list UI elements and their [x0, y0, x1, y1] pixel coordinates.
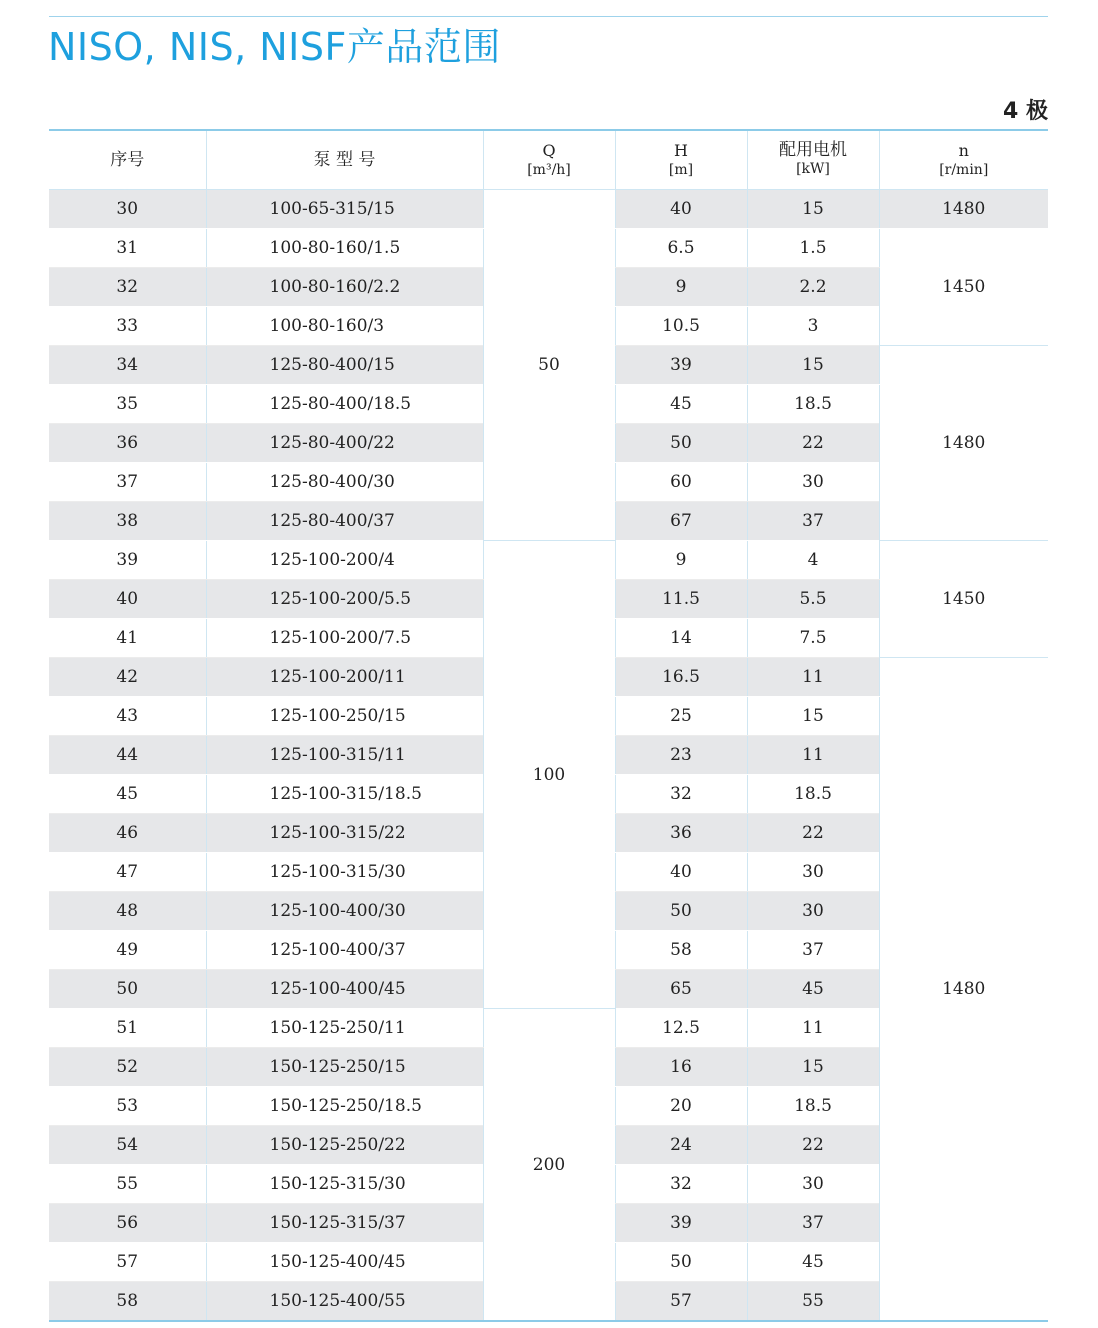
cell-power: 45	[747, 1243, 879, 1282]
cell-seq: 38	[49, 502, 206, 541]
cell-head: 16.5	[615, 658, 747, 697]
cell-power: 37	[747, 1204, 879, 1243]
cell-head: 39	[615, 1204, 747, 1243]
cell-power: 22	[747, 814, 879, 853]
cell-head: 50	[615, 892, 747, 931]
cell-head: 9	[615, 541, 747, 580]
cell-power: 11	[747, 736, 879, 775]
table-body	[49, 190, 1048, 1322]
cell-power: 5.5	[747, 580, 879, 619]
cell-flow: 50	[483, 190, 615, 541]
cell-head: 11.5	[615, 580, 747, 619]
cell-head: 24	[615, 1126, 747, 1165]
cell-seq: 33	[49, 307, 206, 346]
header-seq-label: 序号	[110, 149, 145, 170]
cell-head: 36	[615, 814, 747, 853]
table-row	[49, 190, 1048, 229]
cell-power: 18.5	[747, 385, 879, 424]
cell-model: 125-100-315/11	[206, 736, 483, 775]
cell-seq: 45	[49, 775, 206, 814]
cell-model: 125-100-400/37	[206, 931, 483, 970]
header-motor-label: 配用电机	[779, 140, 847, 160]
pole-label: 4 极	[1003, 99, 1048, 124]
cell-model: 150-125-250/11	[206, 1009, 483, 1048]
cell-seq: 36	[49, 424, 206, 463]
cell-power: 4	[747, 541, 879, 580]
header-head	[615, 130, 747, 190]
cell-head: 39	[615, 346, 747, 385]
cell-speed: 1480	[879, 190, 1048, 229]
cell-model: 100-80-160/2.2	[206, 268, 483, 307]
cell-power: 2.2	[747, 268, 879, 307]
cell-head: 10.5	[615, 307, 747, 346]
cell-seq: 37	[49, 463, 206, 502]
cell-power: 7.5	[747, 619, 879, 658]
header-speed-unit: [r/min]	[939, 161, 989, 178]
cell-model: 125-80-400/30	[206, 463, 483, 502]
cell-seq: 52	[49, 1048, 206, 1087]
cell-head: 40	[615, 190, 747, 229]
cell-model: 150-125-250/22	[206, 1126, 483, 1165]
header-flow	[483, 130, 615, 190]
cell-head: 6.5	[615, 229, 747, 268]
cell-seq: 58	[49, 1282, 206, 1322]
cell-seq: 57	[49, 1243, 206, 1282]
header-speed	[879, 130, 1048, 190]
header-motor-unit: [kW]	[796, 161, 830, 177]
cell-power: 11	[747, 658, 879, 697]
cell-model: 125-100-200/5.5	[206, 580, 483, 619]
cell-model: 125-100-200/7.5	[206, 619, 483, 658]
cell-seq: 41	[49, 619, 206, 658]
cell-model: 150-125-400/55	[206, 1282, 483, 1322]
header-head-unit: [m]	[668, 161, 694, 178]
cell-head: 67	[615, 502, 747, 541]
cell-seq: 50	[49, 970, 206, 1009]
cell-power: 30	[747, 853, 879, 892]
cell-seq: 48	[49, 892, 206, 931]
cell-model: 125-100-400/45	[206, 970, 483, 1009]
cell-model: 150-125-250/18.5	[206, 1087, 483, 1126]
top-rule	[49, 16, 1048, 17]
cell-seq: 32	[49, 268, 206, 307]
cell-head: 60	[615, 463, 747, 502]
cell-head: 20	[615, 1087, 747, 1126]
cell-model: 125-80-400/22	[206, 424, 483, 463]
cell-seq: 46	[49, 814, 206, 853]
table-header-row	[49, 130, 1048, 190]
cell-head: 12.5	[615, 1009, 747, 1048]
header-head-symbol: H	[674, 140, 688, 160]
cell-model: 125-80-400/15	[206, 346, 483, 385]
cell-head: 16	[615, 1048, 747, 1087]
cell-seq: 53	[49, 1087, 206, 1126]
cell-power: 22	[747, 1126, 879, 1165]
cell-seq: 54	[49, 1126, 206, 1165]
cell-power: 18.5	[747, 1087, 879, 1126]
cell-model: 125-80-400/18.5	[206, 385, 483, 424]
cell-head: 25	[615, 697, 747, 736]
header-model-label: 泵 型 号	[313, 149, 376, 170]
cell-power: 30	[747, 463, 879, 502]
cell-model: 100-80-160/1.5	[206, 229, 483, 268]
cell-seq: 40	[49, 580, 206, 619]
cell-model: 125-100-315/18.5	[206, 775, 483, 814]
cell-seq: 47	[49, 853, 206, 892]
cell-head: 23	[615, 736, 747, 775]
cell-speed: 1480	[879, 658, 1048, 1322]
table-row	[49, 541, 1048, 580]
cell-model: 125-100-315/22	[206, 814, 483, 853]
header-motor	[747, 130, 879, 190]
cell-model: 150-125-315/37	[206, 1204, 483, 1243]
cell-seq: 30	[49, 190, 206, 229]
cell-seq: 51	[49, 1009, 206, 1048]
cell-head: 50	[615, 1243, 747, 1282]
cell-power: 15	[747, 697, 879, 736]
cell-power: 22	[747, 424, 879, 463]
cell-head: 32	[615, 775, 747, 814]
cell-seq: 44	[49, 736, 206, 775]
header-flow-symbol: Q	[542, 140, 556, 160]
cell-flow: 100	[483, 541, 615, 1009]
cell-power: 30	[747, 892, 879, 931]
cell-seq: 49	[49, 931, 206, 970]
cell-power: 37	[747, 931, 879, 970]
cell-power: 1.5	[747, 229, 879, 268]
cell-model: 125-100-200/11	[206, 658, 483, 697]
cell-power: 37	[747, 502, 879, 541]
cell-model: 125-100-315/30	[206, 853, 483, 892]
cell-seq: 43	[49, 697, 206, 736]
cell-head: 50	[615, 424, 747, 463]
cell-seq: 55	[49, 1165, 206, 1204]
cell-power: 3	[747, 307, 879, 346]
cell-speed: 1450	[879, 541, 1048, 658]
cell-model: 150-125-315/30	[206, 1165, 483, 1204]
cell-power: 30	[747, 1165, 879, 1204]
cell-model: 125-100-250/15	[206, 697, 483, 736]
page-title: NISO, NIS, NISF产品范围	[48, 25, 501, 69]
cell-model: 125-100-400/30	[206, 892, 483, 931]
cell-head: 14	[615, 619, 747, 658]
cell-power: 11	[747, 1009, 879, 1048]
cell-model: 125-100-200/4	[206, 541, 483, 580]
cell-head: 58	[615, 931, 747, 970]
header-model	[206, 130, 483, 190]
cell-power: 15	[747, 346, 879, 385]
header-speed-symbol: n	[958, 140, 969, 160]
cell-speed: 1450	[879, 229, 1048, 346]
cell-power: 18.5	[747, 775, 879, 814]
cell-model: 150-125-400/45	[206, 1243, 483, 1282]
cell-model: 125-80-400/37	[206, 502, 483, 541]
header-flow-unit: [m³/h]	[527, 161, 571, 178]
cell-power: 55	[747, 1282, 879, 1322]
cell-speed: 1480	[879, 346, 1048, 541]
cell-model: 100-80-160/3	[206, 307, 483, 346]
cell-power: 15	[747, 190, 879, 229]
product-range-table	[49, 129, 1048, 1322]
cell-head: 40	[615, 853, 747, 892]
cell-model: 150-125-250/15	[206, 1048, 483, 1087]
cell-head: 9	[615, 268, 747, 307]
cell-seq: 34	[49, 346, 206, 385]
header-seq	[49, 130, 206, 190]
cell-seq: 42	[49, 658, 206, 697]
cell-head: 57	[615, 1282, 747, 1322]
cell-flow: 200	[483, 1009, 615, 1322]
cell-power: 45	[747, 970, 879, 1009]
cell-seq: 31	[49, 229, 206, 268]
cell-seq: 35	[49, 385, 206, 424]
cell-power: 15	[747, 1048, 879, 1087]
cell-head: 65	[615, 970, 747, 1009]
cell-model: 100-65-315/15	[206, 190, 483, 229]
cell-head: 45	[615, 385, 747, 424]
cell-seq: 56	[49, 1204, 206, 1243]
cell-seq: 39	[49, 541, 206, 580]
cell-head: 32	[615, 1165, 747, 1204]
